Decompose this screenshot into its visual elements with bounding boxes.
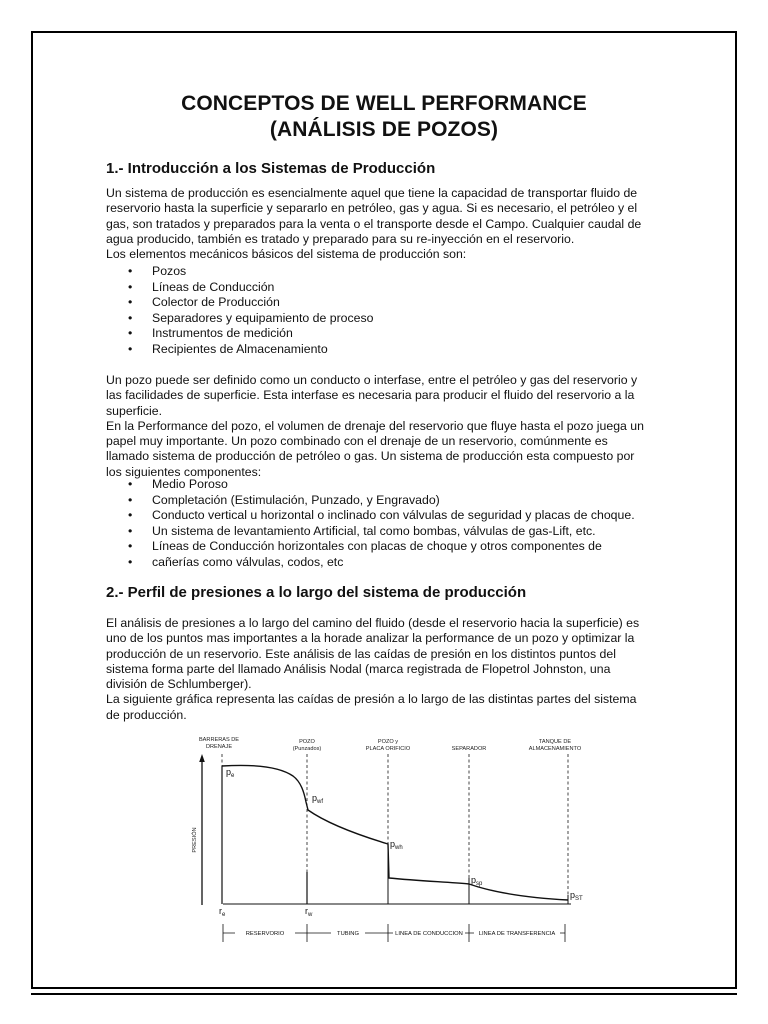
list-item: • Colector de Producción [106, 295, 374, 311]
list-item: • Conducto vertical u horizontal o inclinado con válvulas de seguridad y placas de choque. [106, 508, 635, 524]
label-barreras-2: DRENAJE [205, 744, 233, 750]
list-item: • Instrumentos de medición [106, 326, 374, 342]
text-line: Un pozo puede ser definido como un conducto o interfase, entre el petróleo y gas del reservorio y [106, 373, 638, 387]
text-line: Un sistema de producción es esencialmente aquel que tiene la capacidad de transportar fluido de [106, 186, 638, 200]
label-placa-2: PLACA ORIFICIO [365, 746, 411, 752]
section-1-paragraph-2 [106, 373, 666, 480]
text-line: El análisis de presiones a lo largo del camino del fluido (desde el reservorio hacia la superficie) es [106, 616, 640, 630]
text-line: división de Schlumberger). [106, 677, 252, 692]
list-item: • Líneas de Conducción [106, 280, 374, 296]
system-components-list [106, 477, 635, 570]
list-item: • Pozos [106, 264, 374, 280]
label-rw: $r_w$ [305, 906, 313, 918]
section-1-heading: 1.- Introducción a los Sistemas de Producción [106, 160, 436, 177]
segment-reservorio: RESERVORIO [245, 931, 285, 937]
text-line: Los elementos mecánicos básicos del sistema de producción son: [106, 247, 467, 262]
label-re: $r_e$ [219, 906, 226, 918]
pressure-profile-diagram [185, 730, 595, 955]
text-line: gas, son tratados y preparados para la venta o el transporte desde el Campo. Cualquier caudal de [106, 216, 642, 231]
label-pozo-2: (Punzados) [292, 746, 322, 752]
text-line: producción de un reservorio. Este análisis de las caídas de presión en los distintos puntos del [106, 646, 616, 661]
label-pwf: $p_{wf}$ [312, 793, 324, 805]
segment-conduccion: LINEA DE CONDUCCION [395, 931, 463, 937]
text-line: llamado sistema de producción de petróleo o gas. Un sistema de producción esta compuesto por [106, 449, 635, 464]
text-line: papel muy importante. Un pozo combinado con el drenaje de un reservorio, comúnmente es [106, 434, 608, 449]
page-border-bottom-rule [31, 993, 737, 995]
label-placa-1: POZO y [377, 739, 399, 745]
label-tanque-2: ALMACENAMIENTO [528, 746, 582, 752]
text-line: superficie. [106, 403, 163, 418]
list-item: • Medio Poroso [106, 477, 635, 493]
segment-transferencia: LINEA DE TRANSFERENCIA [478, 931, 556, 937]
text-line: uno de los puntos mas importantes a la horade analizar la performance de un pozo y optimizar la [106, 631, 635, 646]
list-item-continuation [106, 555, 635, 571]
label-barreras-1: BARRERAS DE [198, 737, 240, 743]
document-title-line-1: CONCEPTOS DE WELL PERFORMANCE [181, 92, 587, 115]
label-tanque-1: TANQUE DE [538, 739, 572, 745]
y-axis-arrow [199, 754, 205, 762]
text-line: sistema forma parte del llamado Análisis Nodal (marca registrada de Flopetrol Johnston, una [106, 661, 611, 676]
list-item: • Recipientes de Almacenamiento [106, 342, 374, 358]
label-pozo-1: POZO [299, 739, 315, 745]
list-item: • Líneas de Conducción horizontales con placas de choque y otros componentes de [106, 539, 635, 555]
list-item: • Un sistema de levantamiento Artificial, tal como bombas, válvulas de gas-Lift, etc. [106, 524, 635, 540]
list-item: • Separadores y equipamiento de proceso [106, 311, 374, 327]
segment-tubing: TUBING [337, 931, 359, 937]
text-line: reservorio hasta la superficie y separarlo en petróleo, gas y agua. Si es necesario, el petróleo y el [106, 201, 638, 216]
text-line: cañerías como válvulas, codos, etc [152, 554, 344, 569]
document-title-line-2: (ANÁLISIS DE POZOS) [269, 118, 499, 141]
text-line: En la Performance del pozo, el volumen de drenaje del reservorio que fluye hasta el pozo juega un [106, 418, 644, 433]
label-separador: SEPARADOR [451, 746, 487, 752]
label-pst: $p_{ST}$ [570, 890, 583, 902]
pressure-curve [222, 765, 568, 900]
section-2-heading: 2.- Perfil de presiones a lo largo del sistema de producción [106, 584, 527, 601]
text-line: los siguientes componentes: [106, 464, 262, 479]
section-2-paragraph-1 [106, 616, 666, 723]
mechanical-elements-list [106, 264, 374, 357]
list-item: • Completación (Estimulación, Punzado, y Engravado) [106, 493, 635, 509]
text-line: agua producido, también es tratado y preparado para su re-inyección en el reservorio. [106, 231, 575, 246]
section-1-paragraph-1 [106, 186, 666, 262]
text-line: las facilidades de superficie. Esta interfase es necesaria para producir el fluido del reservorio a la [106, 388, 635, 403]
label-pe: $p_e$ [226, 767, 235, 779]
text-line: de producción. [106, 707, 187, 722]
label-pwh: $p_{wh}$ [390, 839, 403, 851]
label-psp: $p_{sp}$ [471, 875, 483, 887]
text-line: La siguiente gráfica representa las caídas de presión a lo largo de las distintas partes del sistema [106, 692, 637, 707]
y-axis-label: PRESIÓN [192, 827, 198, 853]
